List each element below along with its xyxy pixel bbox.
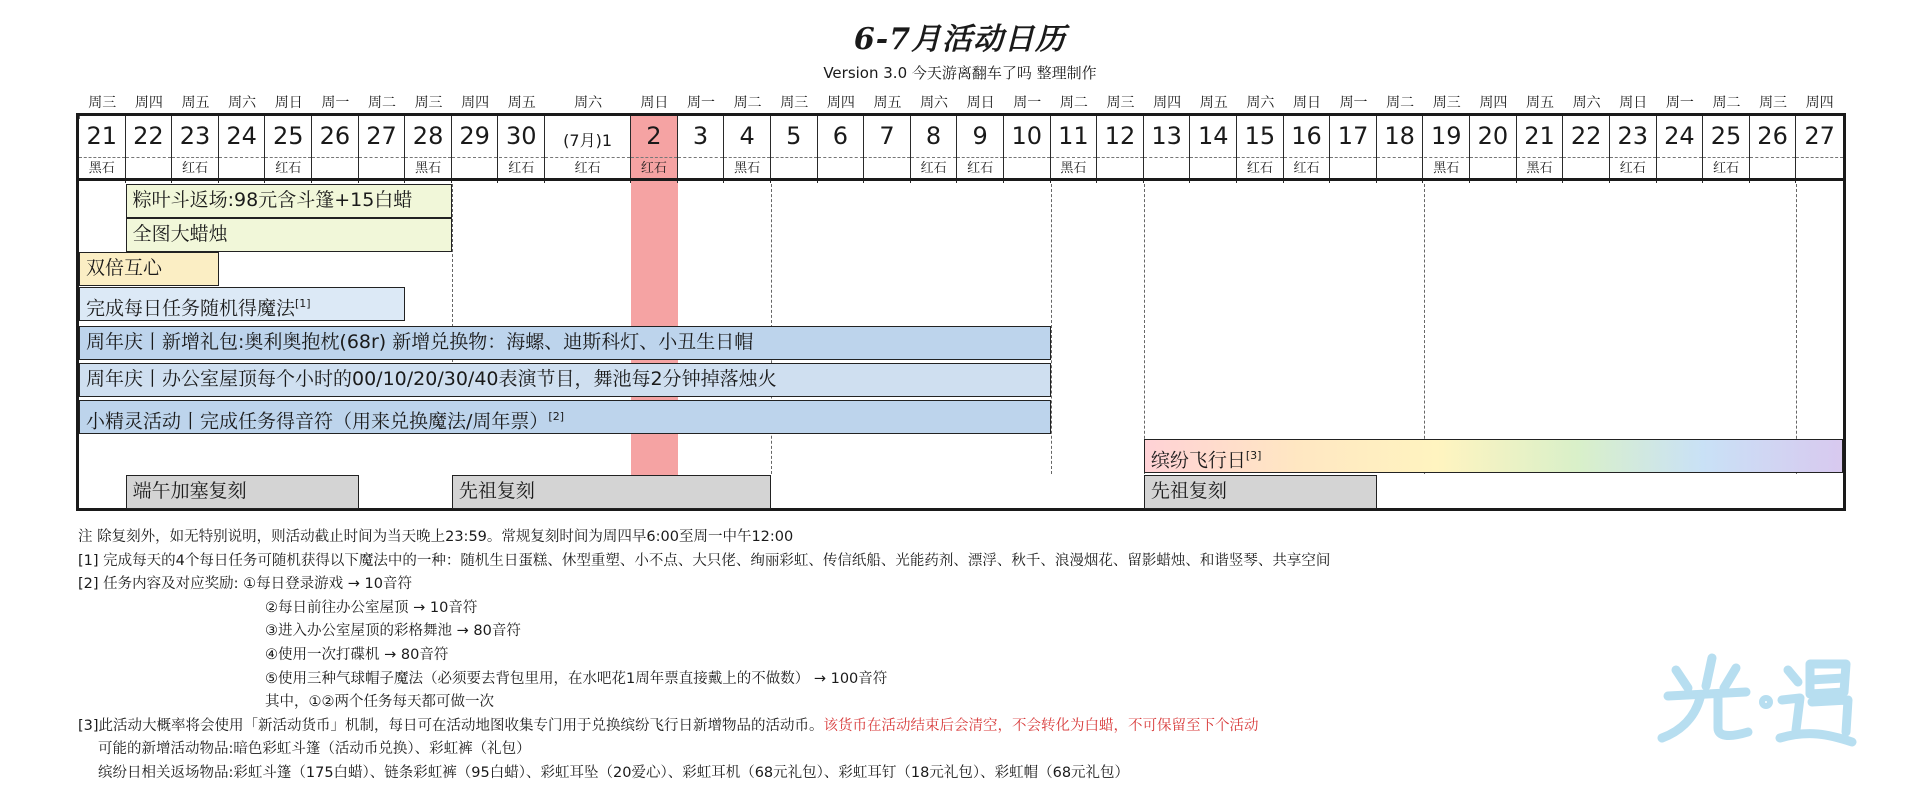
weekday-label: 周六: [228, 95, 257, 111]
weekday-label: 周三: [414, 95, 443, 111]
weekday-label: 周四: [134, 95, 163, 111]
event-bar: [79, 363, 1051, 397]
event-label: 完成每日任务随机得魔法: [86, 297, 296, 320]
date-number: 26: [1757, 122, 1788, 150]
shard-label: [1190, 157, 1236, 180]
date-cell: [545, 116, 631, 183]
note-2-task-4: ④使用一次打碟机 → 80音符: [265, 646, 449, 663]
footnote-ref: [1]: [295, 297, 311, 310]
event-bar: [452, 475, 771, 509]
date-cell: [312, 116, 359, 183]
date-cell: [1097, 116, 1144, 183]
date-cell: [864, 116, 911, 183]
shard-label: 红石: [499, 157, 545, 180]
note-2-task-5: ⑤使用三种气球帽子魔法（必须要去背包里用，在水吧花1周年票直接戴上的不做数） → 100音符: [265, 670, 888, 687]
calendar-grid: [76, 113, 1846, 511]
weekday-label: 周四: [1153, 95, 1182, 111]
date-cell: [79, 116, 126, 183]
weekday-label: 周四: [461, 95, 490, 111]
weekday-label: 周四: [1479, 95, 1508, 111]
date-number: 19: [1431, 122, 1462, 150]
weekday-label: 周日: [966, 95, 995, 111]
weekday-label: 周五: [873, 95, 902, 111]
weekday-label: 周三: [1759, 95, 1788, 111]
note-3-warning: 该货币在活动结束后会清空，不会转化为白蜡，不可保留至下个活动: [823, 717, 1259, 734]
shard-label: 红石: [957, 157, 1003, 180]
date-row: [79, 116, 1843, 183]
footnote-ref: [3]: [1245, 449, 1262, 462]
event-bar: [1144, 475, 1377, 509]
event-bar: [126, 475, 359, 509]
date-number: 13: [1151, 122, 1182, 150]
weekday-label: 周日: [1619, 95, 1648, 111]
weekday-label: 周一: [687, 95, 716, 111]
shard-label: [864, 157, 910, 180]
weekday-label: 周三: [1432, 95, 1461, 111]
note-3-return-items: 缤纷日相关返场物品:彩虹斗篷（175白蜡）、链条彩虹裤（95白蜡）、彩虹耳坠（20爱心）、彩虹耳机（68元礼包）、彩虹耳钉（18元礼包）、彩虹帽（68元礼包）: [98, 764, 1130, 781]
shard-label: [1097, 157, 1143, 180]
date-number: 15: [1244, 122, 1276, 150]
shard-label: [1144, 157, 1190, 180]
date-cell: [1610, 116, 1657, 183]
date-number: 7: [879, 122, 895, 150]
weekday-label: 周六: [1572, 95, 1601, 111]
weekday-label: 周一: [1665, 95, 1694, 111]
shard-label: [1330, 157, 1376, 180]
shard-label: [818, 157, 864, 180]
weekday-label: 周二: [1386, 95, 1415, 111]
note-3: [78, 715, 1858, 739]
date-number: 21: [1524, 122, 1555, 150]
shard-label: [1377, 157, 1423, 180]
date-number: 30: [506, 122, 537, 150]
date-cell: [631, 116, 678, 183]
date-number: 9: [972, 122, 988, 150]
weekday-label: 周五: [1526, 95, 1555, 111]
event-bar: [1144, 439, 1843, 473]
date-number: 24: [226, 122, 257, 150]
date-number: 4: [739, 122, 755, 150]
date-number: 29: [459, 122, 490, 150]
date-cell: [359, 116, 406, 183]
shard-label: 红石: [1610, 157, 1656, 180]
date-number: 24: [1664, 122, 1695, 150]
event-label: 小精灵活动丨完成任务得音符（用来兑换魔法/周年票）: [86, 410, 549, 433]
date-cell: [1517, 116, 1564, 183]
date-number: 6: [832, 122, 848, 150]
shard-label: [1657, 157, 1703, 180]
date-number: 5: [786, 122, 802, 150]
shard-label: 黑石: [1424, 157, 1470, 180]
shard-label: 红石: [265, 157, 311, 180]
weekday-label: 周二: [1712, 95, 1741, 111]
date-number: 14: [1197, 122, 1229, 150]
date-number: 2: [646, 122, 662, 150]
date-number: 16: [1291, 122, 1322, 150]
date-number: 10: [1011, 122, 1043, 150]
date-cell: [265, 116, 312, 183]
note-2-task-2: ②每日前往办公室屋顶 → 10音符: [265, 599, 478, 616]
date-cell: [771, 116, 818, 183]
date-cell: [1330, 116, 1377, 183]
date-number: 11: [1058, 122, 1089, 150]
weekday-label: 周日: [1292, 95, 1321, 111]
event-bar: [79, 252, 219, 286]
weekday-label: 周一: [321, 95, 350, 111]
date-number: 27: [1804, 122, 1835, 150]
shard-label: [1796, 157, 1843, 180]
event-label: 先祖复刻: [1150, 480, 1227, 502]
shard-label: 黑石: [405, 157, 451, 180]
weekday-header-row: [0, 92, 1920, 112]
shard-label: 红石: [911, 157, 957, 180]
weekday-label: 周六: [1246, 95, 1275, 111]
date-number: 25: [272, 122, 304, 150]
date-number: 26: [319, 122, 351, 150]
week-separator: [452, 184, 453, 392]
weekday-label: 周一: [1013, 95, 1042, 111]
date-number: 18: [1384, 122, 1415, 150]
date-cell: [1237, 116, 1284, 183]
shard-label: [1004, 157, 1050, 180]
event-label: 周年庆丨新增礼包:奥利奥抱枕(68r) 新增兑换物：海螺、迪斯科灯、小丑生日帽: [86, 331, 754, 353]
note-2-task-3: ③进入办公室屋顶的彩格舞池 → 80音符: [265, 623, 521, 640]
shard-label: 黑石: [724, 157, 770, 180]
weekday-label: 周二: [1059, 95, 1088, 111]
weekday-label: 周五: [507, 95, 536, 111]
weekday-label: 周一: [1339, 95, 1368, 111]
date-number: 8: [925, 122, 942, 150]
shard-label: [126, 157, 172, 180]
note-general: 注 除复刻外，如无特别说明，则活动截止时间为当天晚上23:59。常规复刻时间为周四早6:00至周一中午12:00: [78, 529, 794, 545]
date-cell: [1470, 116, 1517, 183]
date-number: 3: [692, 122, 709, 150]
shard-label: [219, 157, 265, 180]
shard-label: 红石: [172, 157, 218, 180]
weekday-label: 周二: [733, 95, 762, 111]
weekday-label: 周五: [181, 95, 210, 111]
date-cell: [1563, 116, 1610, 183]
shard-label: 红石: [1703, 157, 1749, 180]
page-subtitle: Version 3.0 今天游离翻车了吗 整理制作: [823, 64, 1097, 82]
event-label: 端午加塞复刻: [132, 480, 247, 502]
shard-label: [771, 157, 817, 180]
date-cell: [219, 116, 266, 183]
week-separator: [1424, 184, 1425, 474]
weekday-label: 周四: [826, 95, 855, 111]
event-label: 全图大蜡烛: [132, 223, 228, 245]
event-bar: [126, 218, 452, 252]
shard-label: [1563, 157, 1609, 180]
event-label: 缤纷飞行日: [1150, 449, 1246, 472]
shard-label: 红石: [545, 157, 630, 180]
date-cell: [452, 116, 499, 183]
shard-label: 红石: [1284, 157, 1330, 180]
date-cell: [911, 116, 958, 183]
footnotes: [78, 526, 1858, 786]
date-cell: [678, 116, 725, 183]
sky-game-logo-icon: [1648, 640, 1858, 750]
date-cell: [1796, 116, 1843, 183]
date-number: 23: [1617, 122, 1649, 150]
event-label: 周年庆丨办公室屋顶每个小时的00/10/20/30/40表演节目，舞池每2分钟掉落烛火: [86, 368, 777, 390]
date-number: 21: [86, 122, 118, 150]
event-bar: [79, 287, 405, 321]
weekday-label: 周三: [88, 95, 117, 111]
weekday-label: 周六: [920, 95, 949, 111]
date-cell: [499, 116, 546, 183]
date-row-divider: [79, 178, 1843, 181]
weekday-label: 周二: [367, 95, 396, 111]
weekday-label: 周日: [640, 95, 669, 111]
weekday-label: 周日: [274, 95, 303, 111]
note-1: [1] 完成每天的4个每日任务可随机获得以下魔法中的一种：随机生日蛋糕、休型重塑、小不点、大只佬、绚丽彩虹、传信纸船、光能药剂、漂浮、秋千、浪漫烟花、留影蜡烛、和谐竖琴、共享空间: [78, 552, 1331, 569]
weekday-label: 周四: [1805, 95, 1834, 111]
date-cell: [1657, 116, 1704, 183]
event-bar: [79, 400, 1051, 434]
date-number: 22: [133, 122, 164, 150]
date-number: 23: [179, 122, 211, 150]
event-bar: [79, 326, 1051, 360]
shard-label: 黑石: [79, 157, 125, 180]
note-2-heading: [2] 任务内容及对应奖励: ①每日登录游戏 → 10音符: [78, 576, 412, 593]
shard-label: [1750, 157, 1796, 180]
date-cell: [1051, 116, 1098, 183]
event-bar: [126, 184, 452, 218]
shard-label: [452, 157, 498, 180]
note-3-new-items: 可能的新增活动物品:暗色彩虹斗篷（活动币兑换）、彩虹裤（礼包）: [98, 741, 531, 758]
shard-label: [1470, 157, 1516, 180]
shard-label: 红石: [631, 157, 677, 180]
date-number: 27: [366, 122, 397, 150]
weekday-label: 周三: [1106, 95, 1135, 111]
date-number: 22: [1570, 122, 1602, 150]
week-separator: [79, 116, 80, 119]
shard-label: 黑石: [1517, 157, 1563, 180]
date-cell: [405, 116, 452, 183]
date-cell: [1144, 116, 1191, 183]
date-cell: [957, 116, 1004, 183]
date-cell: [1703, 116, 1750, 183]
date-cell: [1284, 116, 1331, 183]
date-cell: [1190, 116, 1237, 183]
date-cell: [1750, 116, 1797, 183]
date-cell: [126, 116, 173, 183]
weekday-label: 周五: [1199, 95, 1228, 111]
week-separator: [1796, 184, 1797, 474]
date-number: 17: [1337, 122, 1369, 150]
date-cell: [724, 116, 771, 183]
date-number: 12: [1104, 122, 1136, 150]
note-3-main: [3]此活动大概率将会使用「新活动货币」机制，每日可在活动地图收集专门用于兑换缤纷飞行日新增物品的活动币。: [78, 717, 824, 734]
shard-label: [359, 157, 405, 180]
note-2-remark: 其中，①②两个任务每天都可做一次: [265, 694, 494, 711]
page-title: 6-7月活动日历: [853, 22, 1067, 57]
shard-label: 红石: [1237, 157, 1283, 180]
date-cell: [172, 116, 219, 183]
date-number: (7月)1: [563, 131, 613, 150]
date-cell: [1424, 116, 1471, 183]
date-cell: [1004, 116, 1051, 183]
event-label: 先祖复刻: [458, 480, 535, 502]
date-cell: [818, 116, 865, 183]
week-separator: [1051, 184, 1052, 474]
shard-label: [312, 157, 358, 180]
date-number: 25: [1710, 122, 1742, 150]
weekday-label: 周三: [780, 95, 809, 111]
event-label: 双倍互心: [86, 257, 163, 279]
shard-label: [678, 157, 724, 180]
weekday-label: 周六: [574, 95, 603, 111]
footnote-ref: [2]: [548, 410, 564, 423]
date-number: 28: [412, 122, 444, 150]
shard-label: 黑石: [1051, 157, 1097, 180]
event-label: 粽叶斗返场:98元含斗篷+15白蜡: [132, 189, 413, 211]
date-cell: [1377, 116, 1424, 183]
date-number: 20: [1477, 122, 1509, 150]
week-separator: [1144, 184, 1145, 474]
